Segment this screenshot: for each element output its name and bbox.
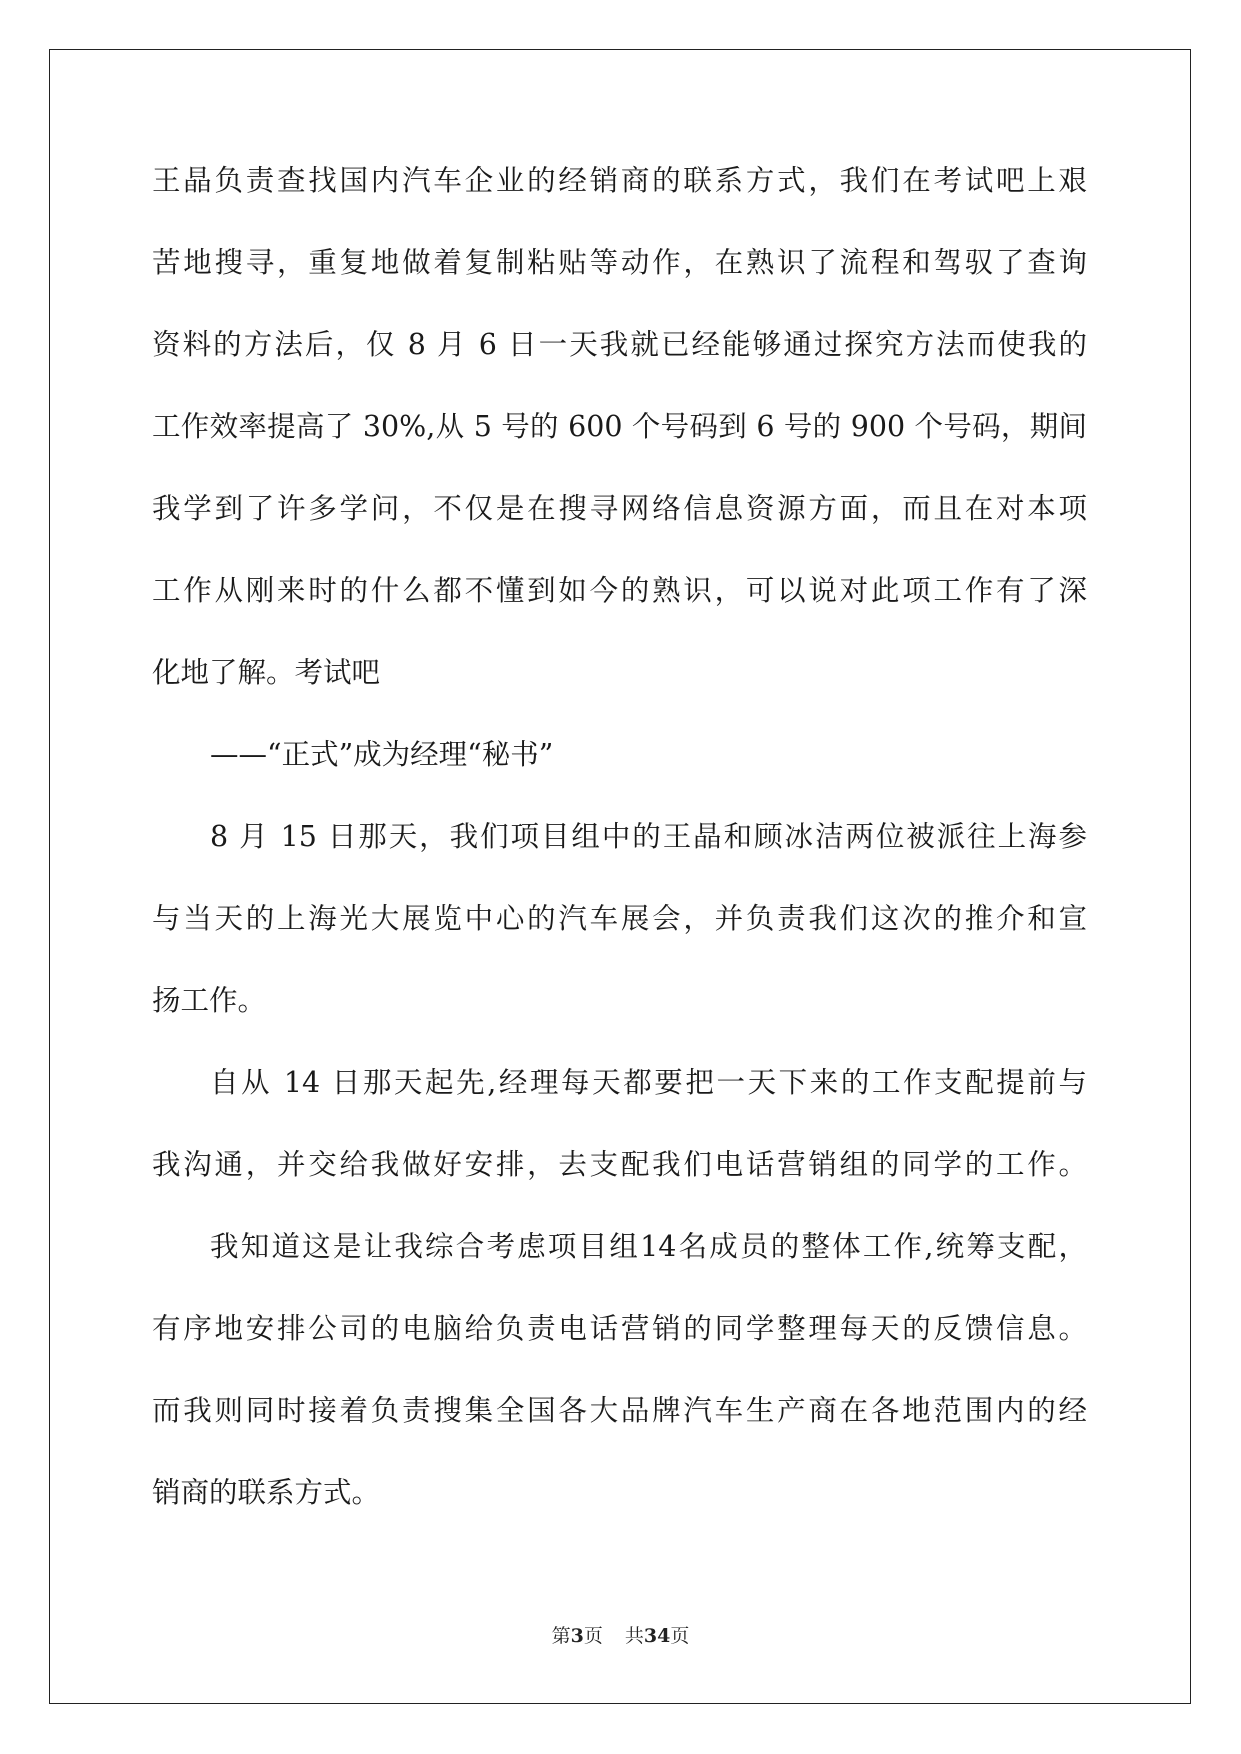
text-line: 8 月 15 日那天，我们项目组中的王晶和顾冰洁两位被派往上海参	[210, 820, 1087, 853]
text-line: 有序地安排公司的电脑给负责电话营销的同学整理每天的反馈信息。	[152, 1312, 1087, 1345]
text-line: 自从 14 日那天起先,经理每天都要把一天下来的工作支配提前与	[210, 1066, 1087, 1099]
footer-total-prefix: 共	[624, 1625, 644, 1647]
footer-prefix: 第	[551, 1625, 571, 1647]
text-line: 而我则同时接着负责搜集全国各大品牌汽车生产商在各地范围内的经	[152, 1394, 1087, 1427]
text-line: 我沟通，并交给我做好安排，去支配我们电话营销组的同学的工作。	[152, 1148, 1087, 1181]
text-line: 扬工作。	[152, 984, 267, 1017]
footer-total-unit: 页	[670, 1625, 690, 1647]
text-line: 资料的方法后，仅 8 月 6 日一天我就已经能够通过探究方法而使我的	[152, 328, 1087, 361]
text-line: 工作从刚来时的什么都不懂到如今的熟识，可以说对此项工作有了深	[152, 574, 1087, 607]
text-line: 我知道这是让我综合考虑项目组14名成员的整体工作,统筹支配，	[210, 1230, 1087, 1263]
text-line: 工作效率提高了 30%,从 5 号的 600 个号码到 6 号的 900 个号码，期间	[152, 410, 1087, 443]
text-line: 化地了解。考试吧	[152, 656, 381, 689]
text-line: 苦地搜寻，重复地做着复制粘贴等动作，在熟识了流程和驾驭了查询	[152, 246, 1087, 279]
current-page-number: 3	[570, 1625, 584, 1647]
total-page-count: 34	[643, 1625, 671, 1647]
text-line: 销商的联系方式。	[152, 1476, 381, 1509]
document-body	[152, 160, 1087, 1554]
section-heading: ——“正式”成为经理“秘书”	[210, 738, 554, 771]
page-footer	[0, 1621, 1241, 1648]
text-line: 与当天的上海光大展览中心的汽车展会，并负责我们这次的推介和宣	[152, 902, 1087, 935]
footer-page-unit: 页	[583, 1625, 603, 1647]
text-line: 我学到了许多学问，不仅是在搜寻网络信息资源方面，而且在对本项	[152, 492, 1087, 525]
text-line: 王晶负责查找国内汽车企业的经销商的联系方式，我们在考试吧上艰	[152, 164, 1087, 197]
